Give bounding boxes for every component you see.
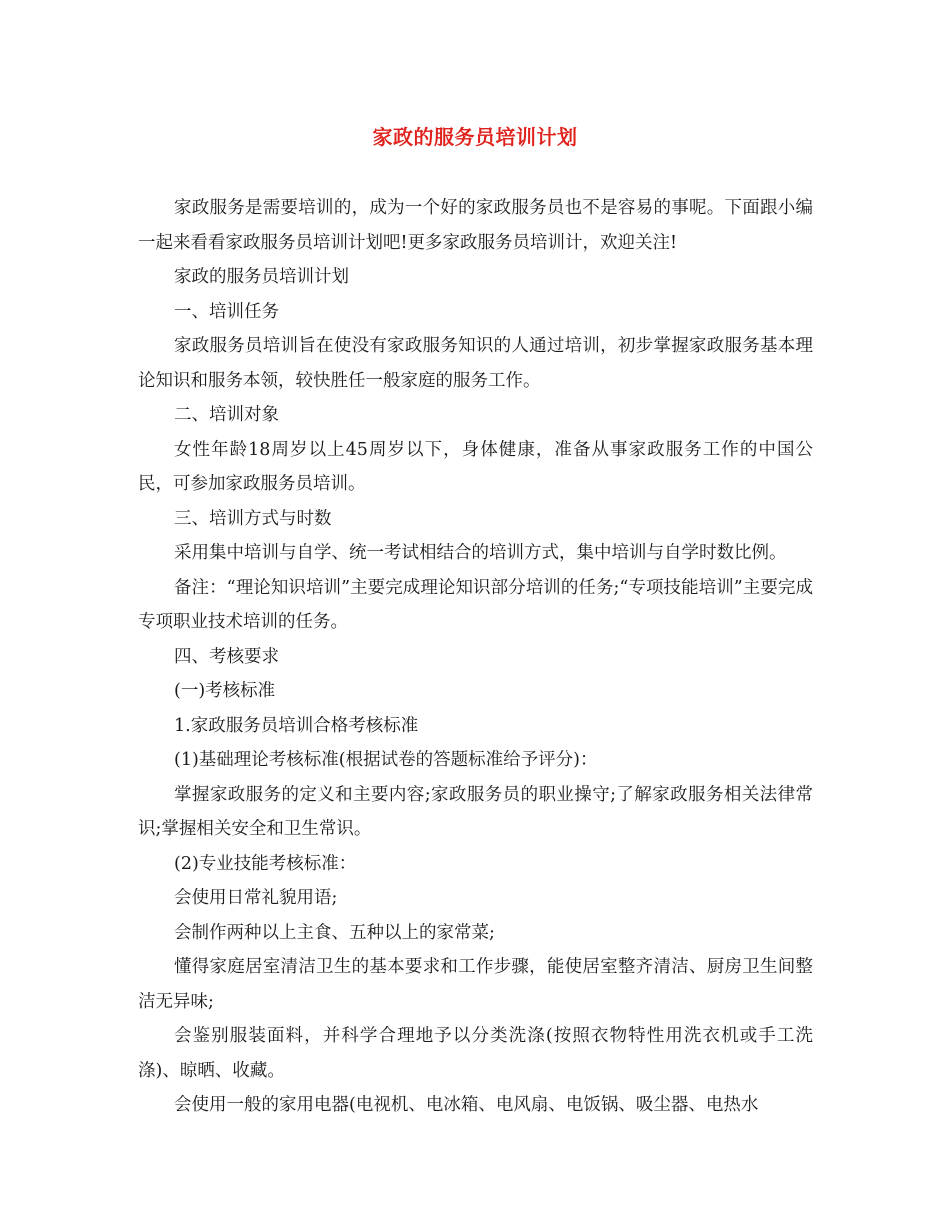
section-heading-assessment: 四、考核要求 xyxy=(174,646,279,667)
task-paragraph: 家政服务员培训旨在使没有家政服务知识的人通过培训，初步掌握家政服务基本理论知识和服务本领，较快胜任一般家庭的服务工作。 xyxy=(138,336,813,391)
section-heading-task: 一、培训任务 xyxy=(174,301,279,322)
subheading-skill-standard: (2)专业技能考核标准： xyxy=(174,853,357,874)
skill-item: 会使用日常礼貌用语; xyxy=(174,888,338,908)
section-heading-target: 二、培训对象 xyxy=(174,405,279,425)
method-paragraph: 采用集中培训与自学、统一考试相结合的培训方式，集中培训与自学时数比例。 xyxy=(174,543,787,563)
document-title: 家政的服务员培训计划 xyxy=(372,125,578,149)
subheading-pass-standard: 1.家政服务员培训合格考核标准 xyxy=(174,715,419,736)
subheading-theory-standard: (1)基础理论考核标准(根据试卷的答题标准给予评分)： xyxy=(174,750,598,770)
note-paragraph: 备注：“理论知识培训”主要完成理论知识部分培训的任务;“专项技能培训”主要完成专项职业技术培训的任务。 xyxy=(138,577,813,632)
document-body xyxy=(138,191,813,1123)
section-heading-method: 三、培训方式与时数 xyxy=(174,508,332,529)
skill-item: 会鉴别服装面料，并科学合理地予以分类洗涤(按照衣物特性用洗衣机或手工洗涤)、晾晒、收藏。 xyxy=(138,1026,813,1081)
target-paragraph: 女性年龄18周岁以上45周岁以下，身体健康，准备从事家政服务工作的中国公民，可参加家政服务员培训。 xyxy=(138,439,813,494)
skill-item: 会使用一般的家用电器(电视机、电冰箱、电风扇、电饭锅、吸尘器、电热水 xyxy=(174,1095,759,1115)
skill-item: 懂得家庭居室清洁卫生的基本要求和工作步骤，能使居室整齐清洁、厨房卫生间整洁无异味; xyxy=(138,957,813,1012)
intro-paragraph: 家政服务是需要培训的，成为一个好的家政服务员也不是容易的事呢。下面跟小编一起来看看家政服务员培训计划吧!更多家政服务员培训计，欢迎关注! xyxy=(138,198,813,253)
theory-paragraph: 掌握家政服务的定义和主要内容;家政服务员的职业操守;了解家政服务相关法律常识;掌握相关安全和卫生常识。 xyxy=(138,784,813,839)
subheading-standard: (一)考核标准 xyxy=(174,681,276,701)
plan-heading: 家政的服务员培训计划 xyxy=(174,267,349,287)
skill-item: 会制作两种以上主食、五种以上的家常菜; xyxy=(174,922,495,943)
